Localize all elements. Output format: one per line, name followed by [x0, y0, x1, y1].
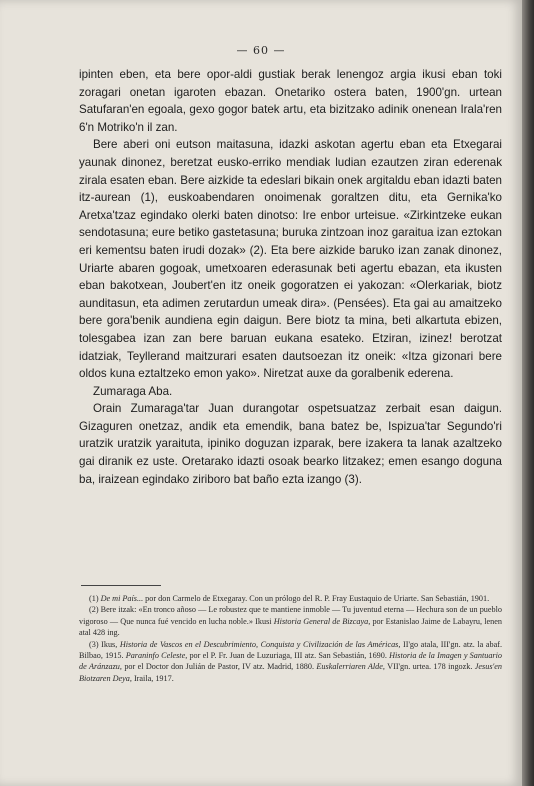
footnote-title: Historia General de Bizcaya — [273, 616, 369, 626]
footnote-text: , VII'gn. urtea. 178 ingozk. — [382, 662, 475, 672]
main-text — [79, 66, 502, 488]
footnote-text: , por Estanislao Jaime de Labayru, lenen atal 428 ing. — [79, 616, 502, 638]
footnote-3 — [79, 639, 502, 685]
footnote-divider — [81, 585, 161, 586]
footnote-title: Historia de Vascos en el Descubrimiento, Conquista y Civilización de las Américas — [119, 639, 399, 649]
footnote-text: (2) Bere itzak: «En tronco añoso — Le robustez que te mantiene inmoble — Tu juventud eterna — Hechura son de un pueblo vigoroso — Que nunca fué vencido en lucha noble.» Ikusi — [79, 605, 502, 626]
footnote-1: (1) De mi País... por don Carmelo de Etxegaray. Con un prólogo del R. P. Fray Eustaquio de Uriarte. San Sebastián, 1901. — [89, 594, 490, 603]
paragraph: ipinten eben, eta bere opor-aldi gustiak berak lenengoz argia ikusi eban toki zoragari onetan igaroten ebazan. Onetariko ostera baten, 1900'gn. urtean Satufaran'en egoala, gexo gogor batek artu, eta bizitzako adinik onenean Irala'ren 6'n Motriko'n il zan. — [79, 68, 502, 134]
footnote-text: , Iraila, 1917. — [129, 673, 174, 683]
paragraph: Bere aberi oni eutson maitasuna, idazki askotan agertu eban eta Etxegarai yaunak dinonez, beretzat eusko-erriko mendiak ludian ezautzen ziran ederenak zirala esaten eban. Bere aizkide ta edeslari bikain onek argitaldu eban idazti baten itz-aurean (1), euskoabendaren onoimenak goraltzen ditu, eta Gernika'ko Aretxa'tzaz egindako olerki baten dinotso: Ire enbor urteisue. «Zirkintzeke eukan sendotasuna; eure betiko gastetasuna; buruka zintzoan inoz garaitua izan eztokan eri kementsu baten irudi dozak» (2). Eta bere aizkide baruko izan zanak dinonez, Uriarte abaren gogoak, umetxoaren ederasunak beti agertu ebazan, eta ikusten eban bakotxean, Joubert'en itz oneik gogoratzen ei yakozan: «Olerkariak, biotz aunditasun, eta adimen zerutardun umeak dira». (Pensées). Eta gai au amaitzeko bere gora'benik aundiena egin daigun. Bere biotz ta mina, beti alkartuta ebizen, tolesgabea izan zan bere baruan eukana esateko. Etziran, izinez! berotzat idatziak, Teyllerand maitzurari esaten dautsoezan itz oneik: «Itza gizonari bere oldos kuna eztaltzeko emon yako». Niretzat auxe da goralbenik ederena. — [79, 138, 502, 381]
page-number: — 60 — — [236, 44, 286, 57]
footnote-title: Historia de la Imagen y Santuario de Aránzazu — [79, 651, 502, 672]
footnote-title: De mi País... — [100, 594, 144, 603]
footnote-text: (3) Ikus, — [89, 639, 120, 649]
footnote-title: Euskalerriaren Alde — [316, 662, 383, 672]
footnote-title: Jesus'en Biotzaren Deya — [79, 662, 502, 683]
paragraph: Orain Zumaraga'tar Juan durangotar ospetsuatzaz zerbait esan daigun. Gizaguren onetzaz, andik eta emendik, bana batez be, Ispizua'tar Segundo'ri uratzik uratzik yaraituta, ipiniko doguzan izparak, bere izakera ta lanak azaltzeko gai diranik ez uste. Oretarako idazti osoak bearko litzakez; emen esango doguna ba, iraizean egindako ziriboro bat baño ezta izango (3). — [79, 402, 502, 486]
footnote-text: , por el Doctor don Julián de Pastor, IV atz. Madrid, 1880. — [119, 662, 317, 672]
footnote-text: , por el P. Fr. Juan de Luzuriaga, III atz. San Sebastián, 1690. — [185, 651, 390, 661]
footnote-title: Paraninfo Celeste — [125, 651, 186, 661]
footnotes — [79, 593, 502, 684]
footnote-text: , II'go atala, III'gn. atz. la abaf. Bilbao, 1915. — [79, 639, 502, 661]
footnote-2 — [79, 604, 502, 638]
page-edge — [522, 0, 534, 786]
footnote-text: por don Carmelo de Etxegaray. Con un prólogo del R. P. Fray Eustaquio de Uriarte. San Sebastián, 1901. — [143, 594, 490, 603]
section-heading: Zumaraga Aba. — [93, 384, 173, 398]
